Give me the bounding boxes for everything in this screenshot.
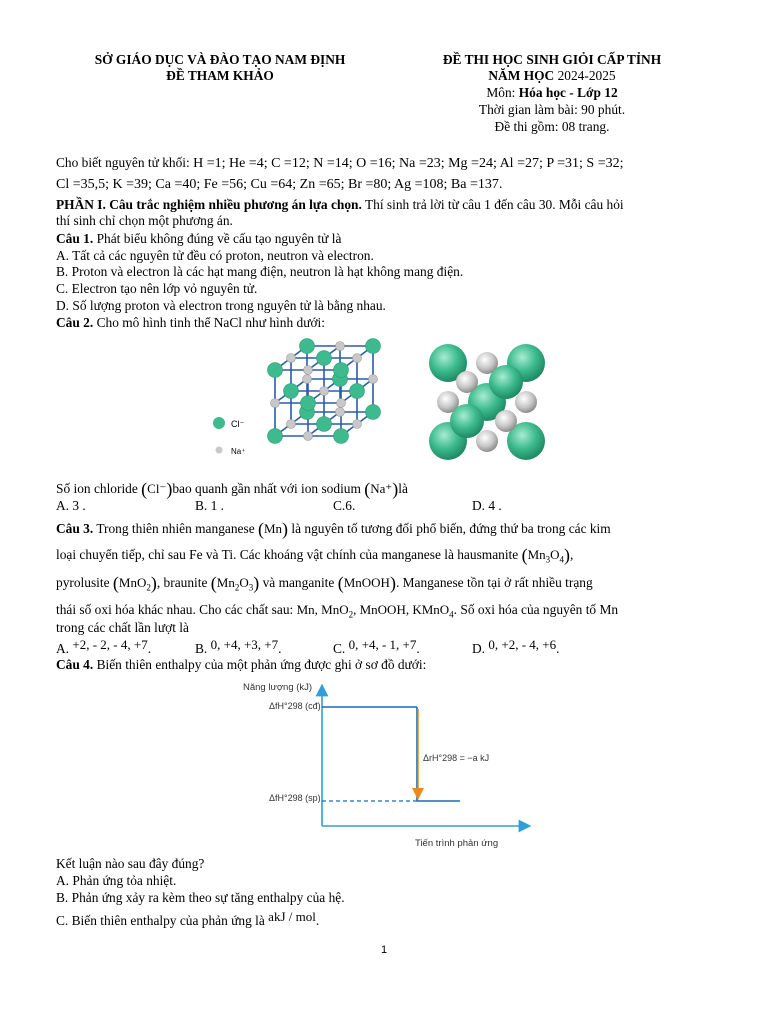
question-3-line-3: pyrolusite (MnO$_2$), braunite $(Mn_2O_3)$ và manganite (MnOOH). Manganese tồn tại ở rất nhiều trạng bbox=[56, 573, 593, 593]
hausmanite-formula: $(Mn_3O_4)$ bbox=[521, 545, 571, 565]
atomic-mass-line-2 bbox=[56, 176, 502, 193]
q4-option-a: A. Phản ứng tỏa nhiệt. bbox=[56, 873, 177, 888]
q2-option-a: A. 3 . bbox=[56, 498, 86, 513]
na-ion bbox=[287, 354, 296, 363]
na-ion bbox=[336, 408, 345, 417]
x-axis-label: Tiến trình phản ứng bbox=[415, 838, 499, 849]
na-sphere bbox=[495, 410, 517, 432]
atomic-mass-line-1: Cho biết nguyên tử khối: H =1; He =4; C =12; N =14; O =16; Na =23; Mg =24; Al =27; P =31; S =32; bbox=[56, 155, 624, 171]
cl-ion bbox=[317, 351, 332, 366]
header-exam-title: ĐỀ THI HỌC SINH GIỎI CẤP TỈNH bbox=[442, 52, 662, 67]
atomic-mass-values-2: Cl =35,5; K =39; Ca =40; Fe =56; Cu =64; Zn =65; Br =80; Ag =108; Ba =137. bbox=[56, 177, 503, 192]
cl-ion bbox=[334, 429, 349, 444]
q4-option-b: B. Phản ứng xảy ra kèm theo sự tăng enthalpy của hệ. bbox=[56, 890, 345, 905]
enthalpy-diagram bbox=[235, 676, 535, 856]
q1-option-a: A. Tất cả các nguyên tử đều có proton, neutron và electron. bbox=[56, 248, 374, 263]
manganite-formula: (MnOOH) bbox=[337, 573, 396, 593]
cl-ion bbox=[366, 339, 381, 354]
header-department: SỞ GIÁO DỤC VÀ ĐÀO TẠO NAM ĐỊNH bbox=[94, 52, 346, 67]
na-ion bbox=[336, 342, 345, 351]
cl-ion bbox=[317, 417, 332, 432]
na-sphere bbox=[476, 430, 498, 452]
legend-na-dot bbox=[216, 447, 223, 454]
enthalpy-unit-formula: akJ / mol bbox=[268, 909, 316, 924]
question-3-line-2: loại chuyển tiếp, chỉ sau Fe và Ti. Các khoáng vật chính của manganese là hausmanite $(Mn_3O_4)$, bbox=[56, 545, 574, 565]
legend-na-label: Na⁺ bbox=[231, 447, 246, 456]
cl-ion bbox=[301, 396, 316, 411]
na-ion bbox=[320, 387, 329, 396]
q2-option-d: D. 4 . bbox=[472, 498, 502, 513]
mn-formula: (Mn) bbox=[257, 519, 289, 539]
q3-option-a: A. +2, - 2, - 4, +7. bbox=[56, 637, 152, 656]
q3-option-b: B. 0, +4, +3, +7. bbox=[195, 637, 282, 656]
cl-ion bbox=[366, 405, 381, 420]
na-ion bbox=[304, 432, 313, 441]
part1-heading: PHẦN I. Câu trắc nghiệm nhiều phương án lựa chọn. Thí sinh trả lời từ câu 1 đến câu 30. Mỗi câu hỏi bbox=[56, 197, 624, 212]
product-enthalpy-label: ΔfH°298 (sp) bbox=[269, 793, 321, 803]
header-reference: ĐỀ THAM KHẢO bbox=[166, 68, 274, 83]
cl-sphere bbox=[489, 365, 523, 399]
q2-stem: Số ion chloride (Cl⁻)bao quanh gần nhất với ion sodium (Na⁺)là bbox=[56, 479, 408, 499]
cl-ion bbox=[268, 429, 283, 444]
pyrolusite-formula: (MnO$_2$) bbox=[112, 573, 157, 593]
header-time: Thời gian làm bài: 90 phút. bbox=[478, 102, 626, 117]
cl-ion bbox=[268, 363, 283, 378]
page-number: 1 bbox=[380, 944, 388, 956]
na-ion bbox=[337, 399, 346, 408]
part1-instruction: thí sinh chỉ chọn một phương án. bbox=[56, 213, 233, 228]
enthalpy-change-label: ΔrH°298 = −a kJ bbox=[423, 753, 490, 763]
q3-option-c: C. 0, +4, - 1, +7. bbox=[333, 637, 420, 656]
na-sphere bbox=[456, 371, 478, 393]
cl-sphere bbox=[450, 404, 484, 438]
na-ion bbox=[353, 354, 362, 363]
header-school-year: NĂM HỌC 2024-2025 bbox=[488, 68, 616, 83]
q1-option-c: C. Electron tạo nên lớp vỏ nguyên tử. bbox=[56, 281, 258, 296]
q3-option-d: D. 0, +2, - 4, +6. bbox=[472, 637, 560, 656]
nacl-space-filling-figure bbox=[420, 335, 555, 470]
q2-option-c: C.6. bbox=[333, 498, 356, 513]
question-4: Câu 4. Biến thiên enthalpy của một phản ứng được ghi ở sơ đồ dưới: bbox=[56, 657, 427, 672]
header-subject: Môn: Hóa học - Lớp 12 bbox=[486, 85, 618, 100]
cl-ion bbox=[300, 339, 315, 354]
na-ion bbox=[303, 375, 312, 384]
y-axis-label: Năng lượng (kJ) bbox=[243, 682, 313, 693]
q2-option-b: B. 1 . bbox=[195, 498, 225, 513]
sodium-formula: (Na⁺) bbox=[364, 479, 399, 499]
legend-cl-label: Cl⁻ bbox=[231, 419, 245, 429]
na-ion bbox=[271, 399, 280, 408]
na-ion bbox=[287, 420, 296, 429]
question-1: Câu 1. Phát biểu không đúng về cấu tạo nguyên tử là bbox=[56, 231, 342, 246]
na-ion bbox=[369, 375, 378, 384]
legend-cl-dot bbox=[213, 417, 225, 429]
q1-option-d: D. Số lượng proton và electron trong nguyên tử là bằng nhau. bbox=[56, 298, 386, 313]
na-sphere bbox=[515, 391, 537, 413]
reactant-enthalpy-label: ΔfH°298 (cđ) bbox=[269, 701, 321, 711]
question-3-line-4: thái số oxi hóa khác nhau. Cho các chất sau: Mn, MnO$_2$, MnOOH, KMnO$_4$. Số oxi hóa của nguyên tố Mn bbox=[56, 602, 619, 620]
braunite-formula: $(Mn_2O_3)$ bbox=[210, 573, 260, 593]
nacl-lattice-figure bbox=[200, 330, 410, 470]
na-ion bbox=[353, 420, 362, 429]
header-pages: Đề thi gồm: 08 trang. bbox=[494, 119, 610, 134]
cl-ion bbox=[350, 384, 365, 399]
question-3-line-1: Câu 3. Trong thiên nhiên manganese (Mn) là nguyên tố tương đối phổ biến, đứng thứ ba trong các kim bbox=[56, 519, 611, 539]
q1-option-b: B. Proton và electron là các hạt mang điện, neutron là hạt không mang điện. bbox=[56, 264, 464, 279]
chloride-formula: (Cl⁻) bbox=[141, 479, 173, 499]
atomic-mass-values-1: H =1; He =4; C =12; N =14; O =16; Na =23; Mg =24; Al =27; P =31; S =32; bbox=[193, 156, 624, 171]
question-3-line-5: trong các chất lần lượt là bbox=[56, 620, 189, 635]
cl-ion bbox=[334, 363, 349, 378]
q4-option-c: C. Biến thiên enthalpy của phản ứng là akJ / mol. bbox=[56, 909, 320, 928]
question-2: Câu 2. Cho mô hình tinh thể NaCl như hình dưới: bbox=[56, 315, 325, 330]
cl-ion bbox=[284, 384, 299, 399]
q4-question: Kết luận nào sau đây đúng? bbox=[56, 856, 205, 871]
na-ion bbox=[304, 366, 313, 375]
compounds-list: Mn, MnO$_2$, MnOOH, KMnO$_4$ bbox=[296, 602, 454, 620]
